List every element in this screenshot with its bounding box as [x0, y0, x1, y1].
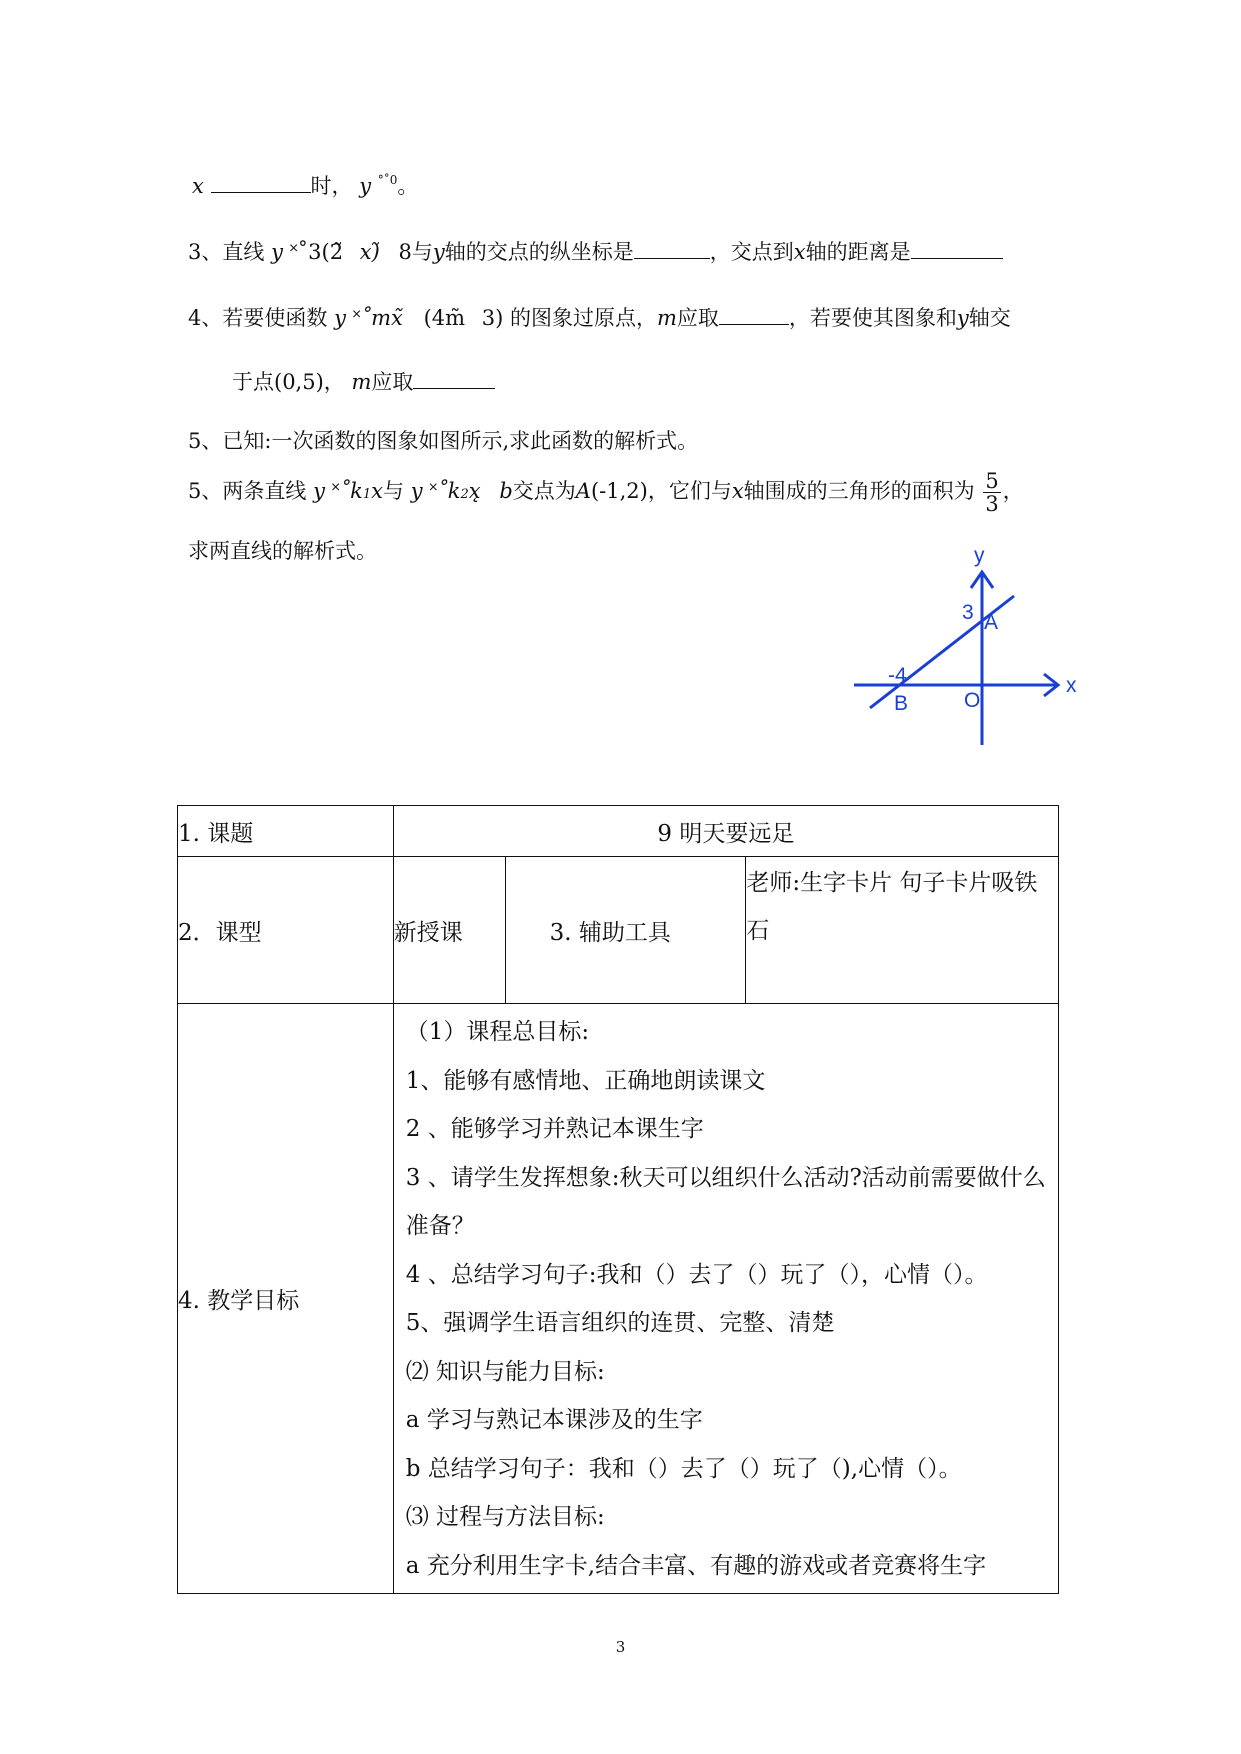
text: 应取 — [676, 306, 719, 330]
question-number: 4、 — [188, 306, 223, 330]
equation-part: ˟˚3(2̃ — [289, 240, 344, 264]
tools-label: 3. 辅助工具 — [505, 857, 746, 1004]
var-y: y — [432, 240, 445, 264]
var-b: b — [499, 479, 513, 503]
question-continuation — [192, 170, 418, 200]
equation-part: ˟˚mx̃ — [352, 306, 403, 330]
text: 应取 — [371, 370, 414, 394]
text: 直线 — [222, 240, 265, 264]
text: 轴的交点的纵坐标是 — [444, 240, 634, 264]
text: ，交点到 — [709, 240, 794, 264]
row-label-objectives: 4. 教学目标 — [178, 1004, 394, 1594]
x-axis-label: x — [1066, 674, 1077, 697]
objective-item: b 总结学习句子：我和（）去了（）玩了（),心情（）。 — [405, 1455, 962, 1482]
fraction — [983, 470, 1000, 515]
table-row — [178, 806, 1059, 857]
text: 。 — [397, 174, 419, 198]
var-m: m — [657, 306, 677, 330]
objective-item: a 充分利用生字卡,结合丰富、有趣的游戏或者竞赛将生字 — [405, 1552, 987, 1579]
label-3: 3 — [962, 601, 974, 624]
text: 与 — [383, 479, 404, 503]
answer-blank[interactable] — [911, 240, 1003, 259]
objective-item: 5、强调学生语言组织的连贯、完整、清楚 — [405, 1310, 835, 1336]
text: 若要使函数 — [222, 306, 328, 330]
var-y: y — [359, 174, 372, 198]
table-row — [178, 857, 1059, 1004]
relation-symbol: °˚0 — [377, 173, 398, 187]
equation-part: (4m̃ — [423, 306, 466, 330]
topic-value: 9 明天要远足 — [393, 806, 1058, 857]
var-y: y — [410, 479, 423, 503]
objective-item: （1）课程总目标: — [405, 1019, 590, 1045]
point-label: A — [575, 479, 591, 503]
constant: 3) — [481, 306, 504, 330]
var-m: m — [351, 370, 372, 394]
equation-part: ˟˚k — [429, 479, 461, 503]
answer-blank[interactable] — [719, 306, 789, 325]
question-5c — [188, 535, 377, 565]
var-y: y — [313, 479, 325, 503]
question-3 — [188, 236, 1003, 266]
var-y: y — [334, 306, 346, 330]
var-x: x — [793, 240, 806, 264]
page-number: 3 — [615, 1638, 626, 1656]
point: (0,5) — [274, 370, 324, 394]
question-number: 5、 — [188, 479, 223, 503]
linear-function-graph — [848, 540, 1088, 750]
question-4-continued — [232, 366, 495, 396]
objective-item: ⑵ 知识与能力目标: — [405, 1358, 605, 1385]
text: 两条直线 — [222, 479, 307, 503]
label-B: B — [894, 692, 909, 715]
objective-item: 3 、请学生发挥想象:秋天可以组织什么活动?活动前需要做什么准备？ — [405, 1164, 1046, 1239]
question-5b — [188, 470, 1024, 515]
tools-value: 老师:生字卡片 句子卡片吸铁石 — [746, 857, 1059, 1004]
objective-item: 1、能够有感情地、正确地朗读课文 — [405, 1067, 766, 1094]
lesson-plan-table — [177, 805, 1059, 1594]
text: 交点为 — [512, 479, 576, 503]
objective-item: 2 、能够学习并熟记本课生字 — [405, 1116, 704, 1142]
lesson-type-value: 新授课 — [393, 857, 505, 1004]
var-x: x — [192, 174, 204, 198]
label-O: O — [964, 689, 981, 712]
row-label-lesson-type: 2．课型 — [178, 857, 394, 1004]
objectives-cell — [393, 1004, 1058, 1594]
text: 于点 — [232, 370, 274, 394]
var-y: y — [271, 240, 283, 264]
answer-blank[interactable] — [634, 240, 710, 259]
table-row — [178, 1004, 1059, 1594]
var-x: x)̃ — [359, 240, 380, 264]
question-5a — [188, 425, 698, 455]
question-4 — [188, 302, 1011, 332]
text: ， — [323, 370, 345, 394]
text: 轴交 — [968, 306, 1011, 330]
answer-blank[interactable] — [413, 370, 495, 389]
subscript: 2 — [460, 487, 469, 502]
text: 轴围成的三角形的面积为 — [743, 479, 975, 503]
numerator: 5 — [985, 469, 999, 493]
text: 的图象过原点， — [510, 306, 657, 330]
question-text: 求两直线的解析式。 — [188, 539, 377, 563]
constant: 8 — [398, 240, 412, 264]
text: ，若要使其图象和 — [788, 306, 957, 330]
equation-part: ˟˚k — [331, 479, 363, 503]
var-y: y — [956, 306, 969, 330]
var-x: x — [371, 479, 383, 503]
question-text: 已知:一次函数的图象如图所示,求此函数的解析式。 — [222, 429, 699, 453]
text: 时， — [310, 174, 353, 198]
text: ， — [1002, 479, 1024, 503]
y-axis-label: y — [974, 544, 985, 567]
text: ，它们与 — [647, 479, 732, 503]
point: (-1,2) — [590, 479, 648, 503]
label-neg4: -4 — [888, 664, 907, 687]
answer-blank[interactable] — [211, 174, 311, 193]
var-x: x̨ — [468, 479, 481, 503]
denominator: 3 — [985, 492, 999, 516]
objective-item: a 学习与熟记本课涉及的生字 — [405, 1407, 703, 1433]
question-number: 3、 — [188, 240, 223, 264]
row-label-topic: 1. 课题 — [178, 806, 394, 857]
objective-item: 4 、总结学习句子:我和（）去了（）玩了（），心情（）。 — [405, 1261, 988, 1288]
question-number: 5、 — [188, 429, 223, 453]
var-x: x — [731, 479, 744, 503]
subscript: 1 — [362, 487, 372, 502]
label-A: A — [984, 611, 999, 634]
objective-item: ⑶ 过程与方法目标: — [405, 1504, 605, 1530]
text: 与 — [411, 240, 433, 264]
text: 轴的距离是 — [805, 240, 911, 264]
